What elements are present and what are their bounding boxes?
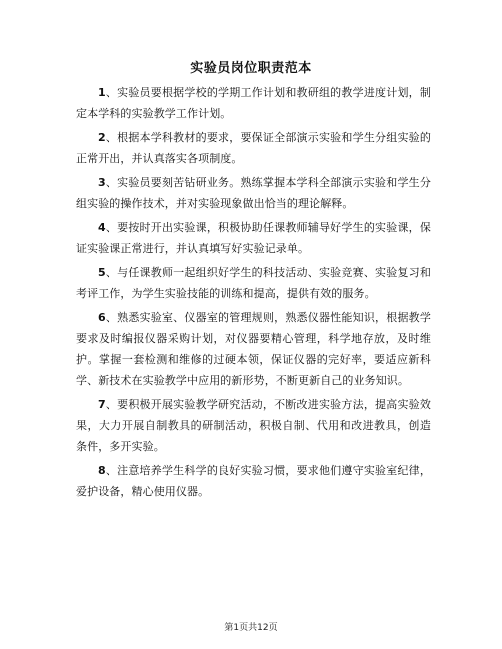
paragraph-text: 要积极开展实验教学研究活动，不断改进实验方法，提高实验效果，大力开展自制教具的研制活动，积极自制、代用和改进教具，创造条件，多开实验。 <box>76 397 431 454</box>
item-separator: 、 <box>105 175 118 189</box>
paragraph-2 <box>76 127 431 169</box>
item-separator: 、 <box>105 310 118 324</box>
paragraph-text: 熟悉实验室、仪器室的管理规则，熟悉仪器性能知识，根据教学要求及时编报仪器采购计划，对仪器要精心管理，科学地存放，及时维护。掌握一套检测和维修的过硬本领，保证仪器的完好率，要适应新科学、新技术在实验教学中应用的新形势，不断更新自己的业务知识。 <box>76 310 431 388</box>
item-separator: 、 <box>105 86 118 99</box>
paragraph-text: 实验员要根据学校的学期工作计划和教研组的教学进度计划，制定本学科的实验教学工作计划。 <box>76 86 431 121</box>
item-number: 7 <box>98 397 106 411</box>
item-number: 1 <box>98 86 106 99</box>
item-number: 6 <box>98 310 106 324</box>
paragraph-1 <box>76 82 431 124</box>
item-separator: 、 <box>105 397 118 411</box>
item-number: 4 <box>98 220 106 234</box>
item-number: 2 <box>98 130 106 144</box>
paragraph-text: 要按时开出实验课，积极协助任课教师辅导好学生的实验课，保证实验课正常进行，并认真填写好实验记录单。 <box>76 220 431 255</box>
item-number: 5 <box>98 265 106 279</box>
paragraph-3 <box>76 172 431 214</box>
item-number: 8 <box>98 463 106 477</box>
document-body <box>76 82 431 505</box>
item-separator: 、 <box>105 463 118 477</box>
item-number: 3 <box>98 175 106 189</box>
item-separator: 、 <box>105 265 118 279</box>
paragraph-text: 注意培养学生科学的良好实验习惯，要求他们遵守实验室纪律，爱护设备，精心使用仪器。 <box>76 463 431 499</box>
item-separator: 、 <box>105 220 118 234</box>
item-separator: 、 <box>105 130 118 144</box>
paragraph-text: 根据本学科教材的要求，要保证全部演示实验和学生分组实验的正常开出，并认真落实各项制度。 <box>76 130 431 166</box>
paragraph-5 <box>76 262 431 304</box>
paragraph-6 <box>76 307 431 392</box>
paragraph-text: 实验员要刻苦钻研业务。熟练掌握本学科全部演示实验和学生分组实验的操作技术，并对实验现象做出恰当的理论解释。 <box>76 175 431 211</box>
paragraph-text: 与任课教师一起组织好学生的科技活动、实验竞赛、实验复习和考评工作，为学生实验技能的训练和提高，提供有效的服务。 <box>76 265 431 300</box>
paragraph-8 <box>76 460 431 502</box>
paragraph-4 <box>76 217 431 259</box>
paragraph-7 <box>76 394 431 458</box>
document-title: 实验员岗位职责范本 <box>190 61 312 76</box>
page-footer: 第1页共12页 <box>224 623 278 633</box>
